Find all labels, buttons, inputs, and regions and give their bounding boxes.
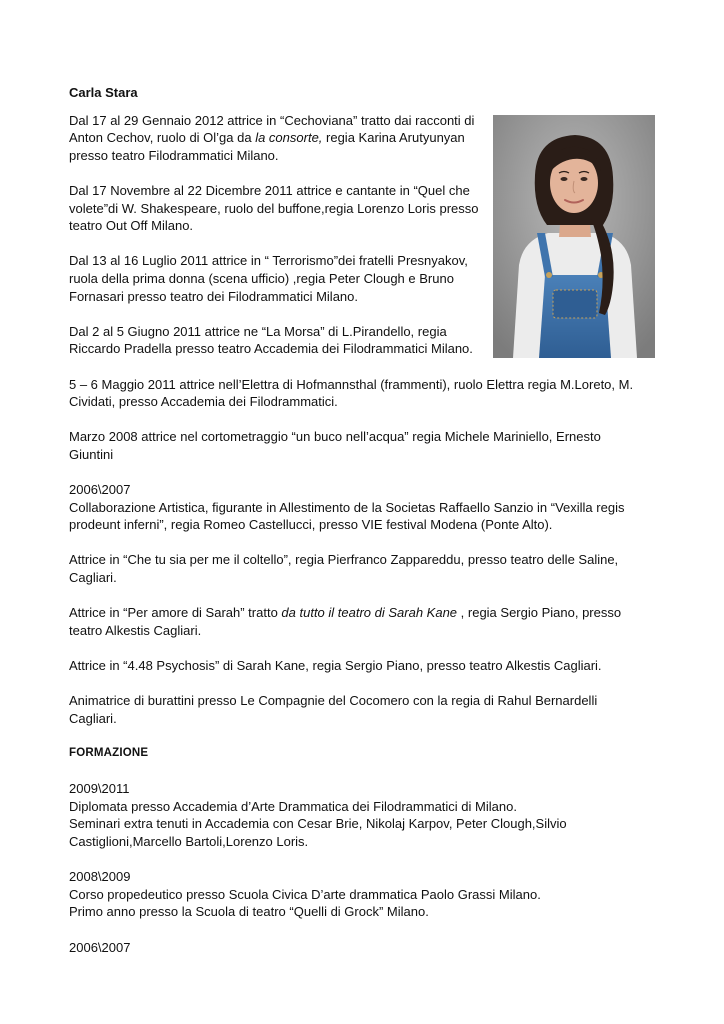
text-line: 5 – 6 Maggio 2011 attrice nell’Elettra di Hofmannsthal (frammenti), ruolo Elettra regia M.Loreto, M. xyxy=(69,376,634,392)
text-line: Fornasari presso teatro dei Filodrammatici Milano. xyxy=(69,288,358,304)
text-line: 2008\2009 xyxy=(69,869,131,885)
paragraph xyxy=(69,481,659,534)
text-line: presso teatro Filodrammatici Milano. xyxy=(69,147,279,163)
paragraph xyxy=(69,780,659,850)
text-line xyxy=(69,604,659,622)
text-line: Dal 13 al 16 Luglio 2011 attrice in “ Terrorismo”dei fratelli Presnyakov, xyxy=(69,253,468,269)
text-line: Castiglioni,Marcello Bartoli,Lorenzo Loris. xyxy=(69,833,309,849)
paragraph xyxy=(69,376,659,411)
text-line: Giuntini xyxy=(69,446,114,462)
paragraph xyxy=(69,551,659,586)
text-line: Cagliari. xyxy=(69,710,117,726)
paragraph xyxy=(69,868,659,921)
section-title-formazione: FORMAZIONE xyxy=(69,746,149,759)
text-line: Riccardo Pradella presso teatro Accademia dei Filodrammatici Milano. xyxy=(69,341,473,357)
text-line: 2009\2011 xyxy=(69,781,130,797)
text-segment: Attrice in “Per amore di Sarah” tratto xyxy=(69,605,282,621)
text-line: volete”di W. Shakespeare, ruolo del buffone,regia Lorenzo Loris presso xyxy=(69,200,479,216)
text-segment: Anton Cechov, ruolo di Ol’ga da xyxy=(69,130,256,146)
text-line: ruola della prima donna (scena ufficio) ,regia Peter Clough e Bruno xyxy=(69,270,454,286)
text-line: Dal 17 Novembre al 22 Dicembre 2011 attrice e cantante in “Quel che xyxy=(69,182,470,198)
text-line: Marzo 2008 attrice nel cortometraggio “un buco nell’acqua” regia Michele Mariniello, Ernesto xyxy=(69,429,601,445)
paragraph xyxy=(69,692,659,727)
person-name: Carla Stara xyxy=(69,85,138,100)
text-line: Cagliari. xyxy=(69,570,117,586)
text-segment: regia Karina Arutyunyan xyxy=(322,130,465,146)
text-line: Primo anno presso la Scuola di teatro “Quelli di Grock” Milano. xyxy=(69,904,429,920)
text-line: Dal 2 al 5 Giugno 2011 attrice ne “La Morsa” di L.Pirandello, regia xyxy=(69,323,447,339)
text-line: 2006\2007 xyxy=(69,939,131,955)
paragraph xyxy=(69,939,659,957)
italic-text: da tutto il teatro di Sarah Kane xyxy=(281,605,458,621)
text-segment: , regia Sergio Piano, presso xyxy=(457,605,622,621)
italic-text: la consorte, xyxy=(255,130,323,146)
text-line: 2006\2007 xyxy=(69,482,131,498)
text-line: teatro Alkestis Cagliari. xyxy=(69,622,202,638)
text-line: Attrice in “4.48 Psychosis” di Sarah Kane, regia Sergio Piano, presso teatro Alkestis Cagliari. xyxy=(69,658,602,673)
paragraph xyxy=(69,657,659,675)
text-line: Diplomata presso Accademia d’Arte Drammatica dei Filodrammatici di Milano. xyxy=(69,798,517,814)
text-line: teatro Out Off Milano. xyxy=(69,218,194,234)
text-line: Animatrice di burattini presso Le Compagnie del Cocomero con la regia di Rahul Bernardelli xyxy=(69,693,598,709)
text-line: Dal 17 al 29 Gennaio 2012 attrice in “Cechoviana” tratto dai racconti di xyxy=(69,112,475,128)
paragraph xyxy=(69,604,659,639)
portrait-photo xyxy=(493,115,655,358)
formazione-list xyxy=(69,780,659,956)
text-line: Attrice in “Che tu sia per me il coltello”, regia Pierfranco Zappareddu, presso teatro delle Saline, xyxy=(69,552,619,568)
text-line: Cividati, presso Accademia dei Filodrammatici. xyxy=(69,394,338,410)
paragraph xyxy=(69,428,659,463)
text-line: Seminari extra tenuti in Accademia con Cesar Brie, Nikolaj Karpov, Peter Clough,Silvio xyxy=(69,816,567,832)
text-line: prodeunt inferni”, regia Romeo Castellucci, presso VIE festival Modena (Ponte Alto). xyxy=(69,517,553,533)
text-line: Corso propedeutico presso Scuola Civica D’arte drammatica Paolo Grassi Milano. xyxy=(69,886,541,902)
text-line: Collaborazione Artistica, figurante in Allestimento de la Societas Raffaello Sanzio in “Vexilla regis xyxy=(69,499,625,515)
